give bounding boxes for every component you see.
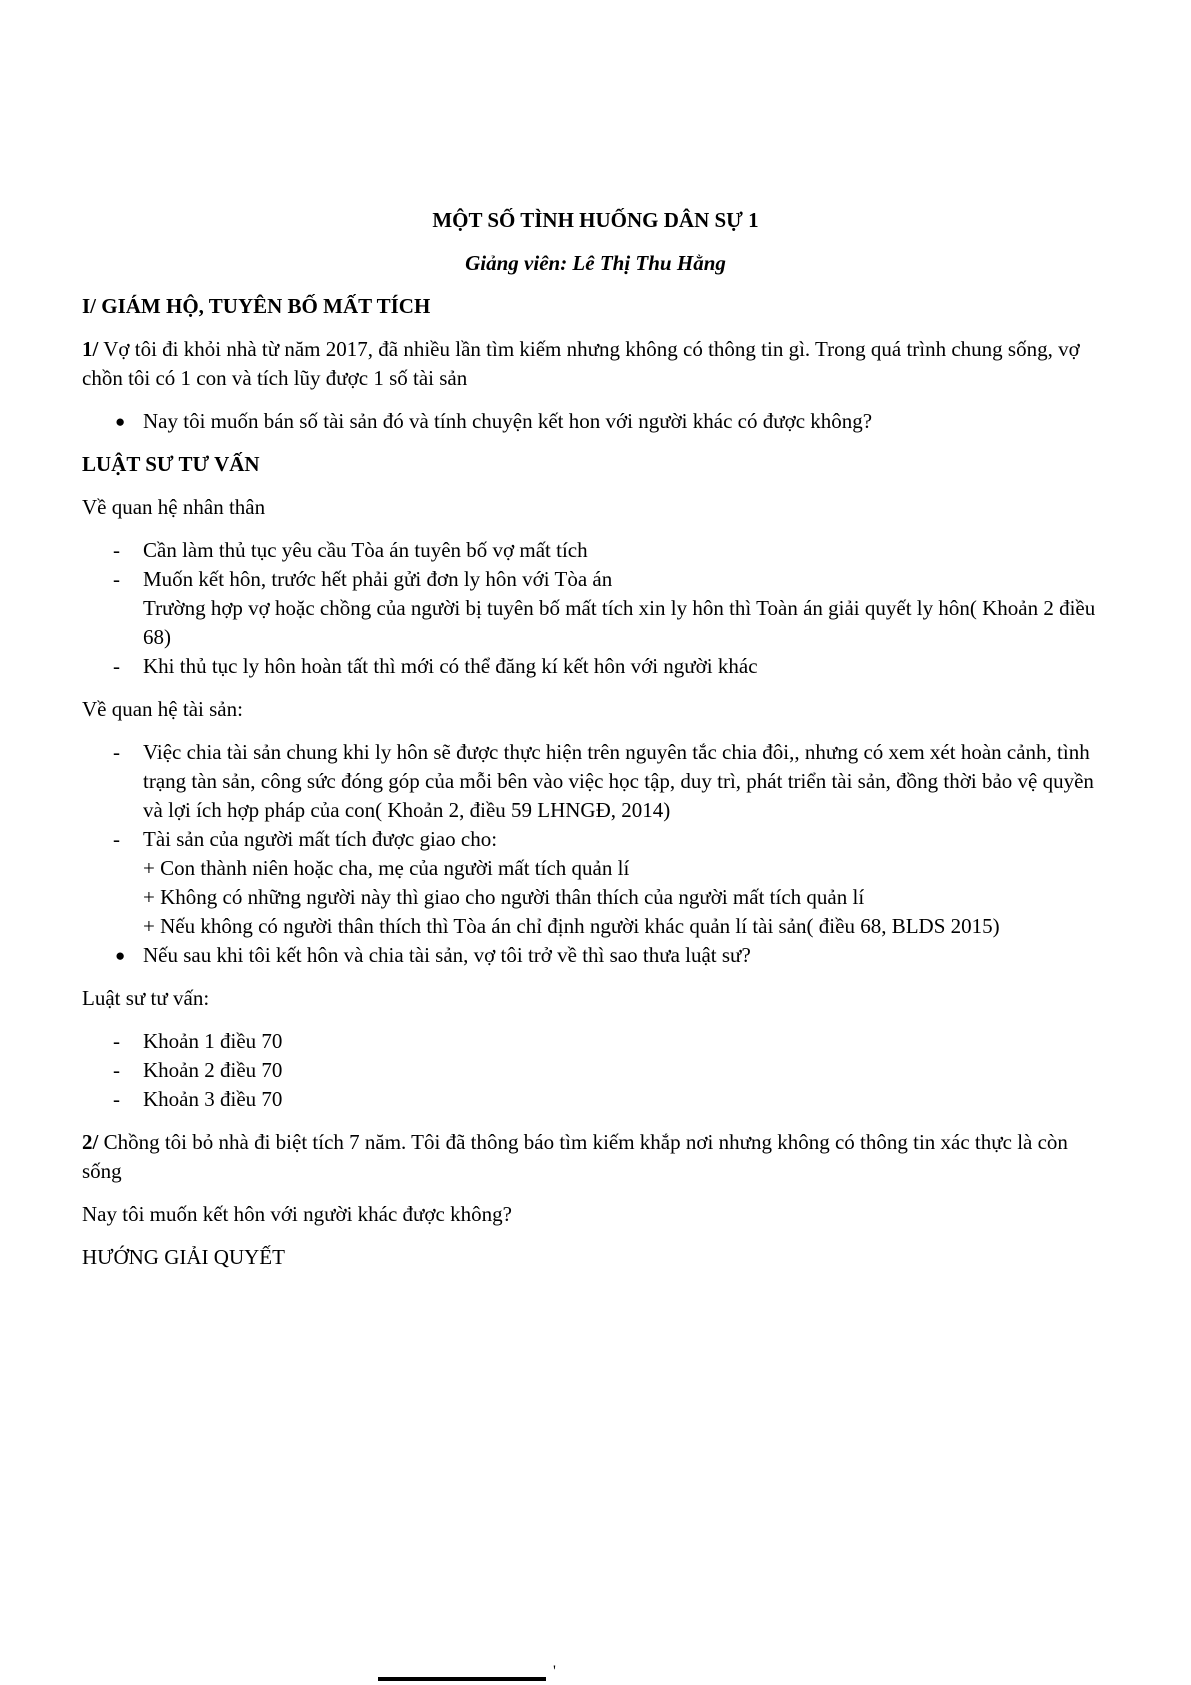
list-item <box>82 652 1109 681</box>
list-item-text: Khoản 2 điều 70 <box>143 1058 283 1082</box>
question-2-followup: Nay tôi muốn kết hôn với người khác được không? <box>82 1202 512 1226</box>
doc-title: MỘT SỐ TÌNH HUỐNG DÂN SỰ 1 <box>432 208 759 232</box>
list-item <box>82 941 1109 970</box>
list-item-subline: + Nếu không có người thân thích thì Tòa án chỉ định người khác quản lí tài sản( điều 68, BLDS 2015) <box>143 914 1000 938</box>
list-item-text <box>143 565 1109 652</box>
list-item-text: Khoản 1 điều 70 <box>143 1029 283 1053</box>
bullet-marker: ● <box>115 412 126 431</box>
lawyer-advice-heading: LUẬT SƯ TƯ VẤN <box>82 452 260 476</box>
list-item <box>82 1056 1109 1085</box>
list-item-subline: + Con thành niên hoặc cha, mẹ của người mất tích quản lí <box>143 856 630 880</box>
question-1-text: Vợ tôi đi khỏi nhà từ năm 2017, đã nhiều lần tìm kiếm nhưng không có thông tin gì. Trong quá trình chung sống, vợ chồn tôi có 1 con và tích lũy được 1 số tài sản <box>82 337 1080 390</box>
question-1-number: 1/ <box>82 337 99 361</box>
question-1-paragraph <box>82 335 1109 393</box>
dash-marker: - <box>113 740 120 764</box>
list-item <box>82 738 1109 825</box>
question-2-text: Chồng tôi bỏ nhà đi biệt tích 7 năm. Tôi đã thông báo tìm kiếm khắp nơi nhưng không có thông tin xác thực là còn sống <box>82 1130 1068 1183</box>
dash-marker: - <box>113 654 120 678</box>
khoan-list <box>82 1027 1109 1114</box>
lawyer-advice-2-intro: Luật sư tư vấn: <box>82 986 210 1010</box>
question-1-bullet-list <box>82 407 1109 436</box>
list-item-subline: + Không có những người này thì giao cho người thân thích của người mất tích quản lí <box>143 885 865 909</box>
bullet-marker: ● <box>115 946 126 965</box>
doc-subtitle: Giảng viên: Lê Thị Thu Hằng <box>465 251 726 275</box>
question-2-number: 2/ <box>82 1130 99 1154</box>
dash-marker: - <box>113 1029 120 1053</box>
personal-relations-intro: Về quan hệ nhân thân <box>82 495 266 519</box>
list-item <box>82 565 1109 652</box>
dash-marker: - <box>113 1058 120 1082</box>
list-item <box>82 407 1109 436</box>
question-2-paragraph <box>82 1128 1109 1186</box>
list-item-text: Khi thủ tục ly hôn hoàn tất thì mới có thể đăng kí kết hôn với người khác <box>143 654 758 678</box>
list-item-text: Khoản 3 điều 70 <box>143 1087 283 1111</box>
personal-relations-list <box>82 536 1109 681</box>
list-item-continuation: Trường hợp vợ hoặc chồng của người bị tuyên bố mất tích xin ly hôn thì Toàn án giải quyết ly hôn( Khoản 2 điều 68) <box>143 596 1096 649</box>
list-item <box>82 1085 1109 1114</box>
property-relations-intro: Về quan hệ tài sản: <box>82 697 243 721</box>
list-item-text: Nay tôi muốn bán số tài sản đó và tính chuyện kết hon với người khác có được không? <box>143 409 873 433</box>
page-bottom-mark-artifact: ' <box>553 1663 556 1680</box>
list-item <box>82 1027 1109 1056</box>
list-item <box>82 825 1109 941</box>
dash-marker: - <box>113 567 120 591</box>
list-item-text: Nếu sau khi tôi kết hôn và chia tài sản, vợ tôi trở về thì sao thưa luật sư? <box>143 943 751 967</box>
dash-marker: - <box>113 827 120 851</box>
page-bottom-line-artifact <box>378 1677 546 1681</box>
list-item <box>82 536 1109 565</box>
section-1-heading: I/ GIÁM HỘ, TUYÊN BỐ MẤT TÍCH <box>82 294 431 318</box>
list-item-text <box>143 825 1109 941</box>
dash-marker: - <box>113 1087 120 1111</box>
dash-marker: - <box>113 538 120 562</box>
list-item-line: Tài sản của người mất tích được giao cho: <box>143 827 498 851</box>
property-relations-list <box>82 738 1109 970</box>
list-item-text: Việc chia tài sản chung khi ly hôn sẽ được thực hiện trên nguyên tắc chia đôi,, nhưng có xem xét hoàn cảnh, tình trạng tàn sản, công sức đóng góp của mỗi bên vào việc học tập, duy trì, phát triển tài sản, đồng thời bảo vệ quyền và lợi ích hợp pháp của con( Khoản 2, điều 59 LHNGĐ, 2014) <box>143 740 1094 822</box>
list-item-text: Cần làm thủ tục yêu cầu Tòa án tuyên bố vợ mất tích <box>143 538 588 562</box>
list-item-line: Muốn kết hôn, trước hết phải gửi đơn ly hôn với Tòa án <box>143 567 613 591</box>
resolution-heading: HƯỚNG GIẢI QUYẾT <box>82 1245 285 1269</box>
